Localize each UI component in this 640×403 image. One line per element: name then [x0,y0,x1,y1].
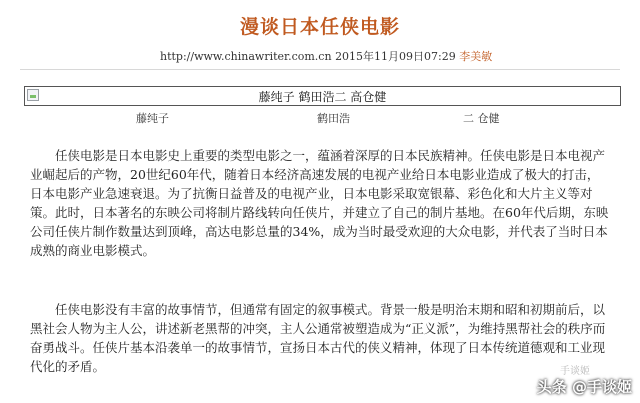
watermark: 头条 @手谈姬 [536,378,632,396]
image-caption-2: 鹤田浩 [317,112,350,125]
article-title: 漫谈日本任侠电影 [239,16,400,38]
divider [20,69,620,70]
article-meta [160,48,492,64]
publish-date: 2015年11月09日07:29 [335,50,456,63]
source-url[interactable]: http://www.chinawriter.com.cn [160,50,332,63]
paragraph-2: 任侠电影没有丰富的故事情节，但通常有固定的叙事模式。背景一般是明治末期和昭和初期前后，以黑社会人物为主人公，讲述新老黑帮的冲突，主人公通常被塑造成为“正义派”，为维持黑帮社会的秩序而奋勇战斗。任侠片基本沿袭单一的故事情节，宣扬日本古代的侠义精神，体现了日本传统道德观和工业现代化的矛盾。 [30,302,606,374]
broken-image [24,86,621,106]
paragraph-1: 任侠电影是日本电影史上重要的类型电影之一，蕴涵着深厚的日本民族精神。任侠电影是日本电视产业崛起后的产物，20世纪60年代，随着日本经济高速发展的电视产业给日本电影业造成了极大的打击，日本电影产业急速衰退。为了抗衡日益普及的电视产业，日本电影采取宽银幕、彩色化和大片主义等对策。此时，日本著名的东映公司将制片路线转向任侠片，并建立了自己的制片基地。在60年代后期，东映公司任侠片制作数量达到顶峰，高达电影总量的34%，成为当时最受欢迎的大众电影，并代表了当时日本成熟的商业电影模式。 [30,148,609,258]
image-caption-1: 藤纯子 [136,112,169,125]
image-alt-text: 藤纯子 鹤田浩二 高仓健 [258,90,387,104]
author-link[interactable]: 李美敏 [459,50,493,63]
image-caption-3: 二 仓健 [463,112,500,125]
watermark-logo: 手谈姬 [560,366,590,377]
